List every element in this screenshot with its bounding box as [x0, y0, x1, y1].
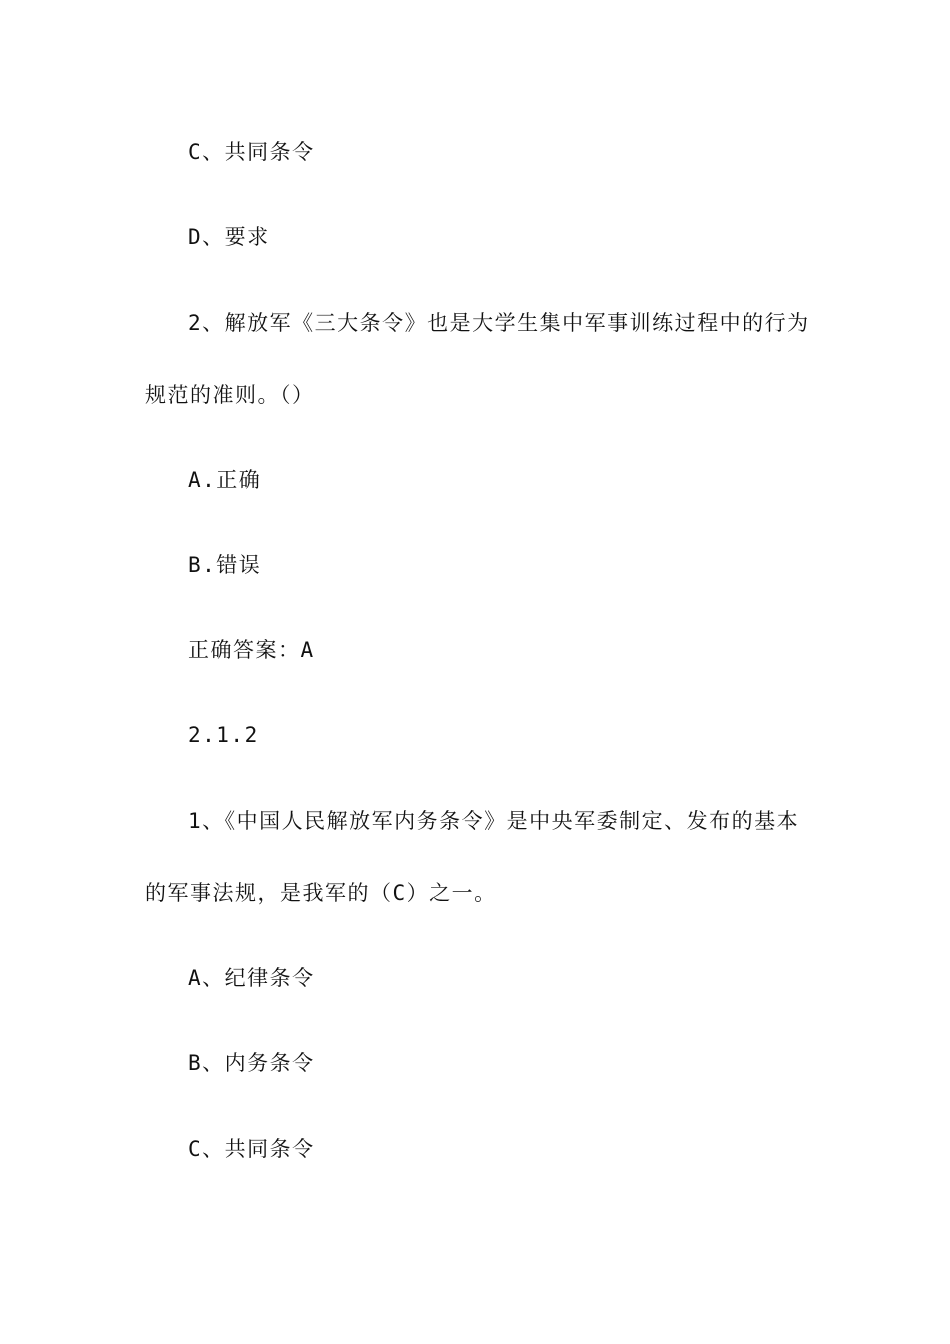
question-1-text-continued: 的军事法规，是我军的（C）之一。: [145, 881, 497, 905]
option-a-text: A.正确: [188, 468, 262, 492]
question-2-text-continued: 规范的准则。（）: [145, 383, 315, 407]
option-c-text: C、共同条令: [188, 140, 315, 164]
correct-answer-text: 正确答案：A: [188, 638, 315, 662]
question-1-text: 1、《中国人民解放军内务条令》是中央军委制定、发布的基本: [188, 809, 800, 833]
option-a-text: A、纪律条令: [188, 966, 315, 990]
option-b-text: B.错误: [188, 553, 262, 577]
option-b-text: B、内务条令: [188, 1051, 315, 1075]
option-d-text: D、要求: [188, 225, 270, 249]
question-2-text: 2、解放军《三大条令》也是大学生集中军事训练过程中的行为: [188, 311, 810, 335]
section-number: 2.1.2: [188, 723, 259, 747]
option-c-text: C、共同条令: [188, 1137, 315, 1161]
